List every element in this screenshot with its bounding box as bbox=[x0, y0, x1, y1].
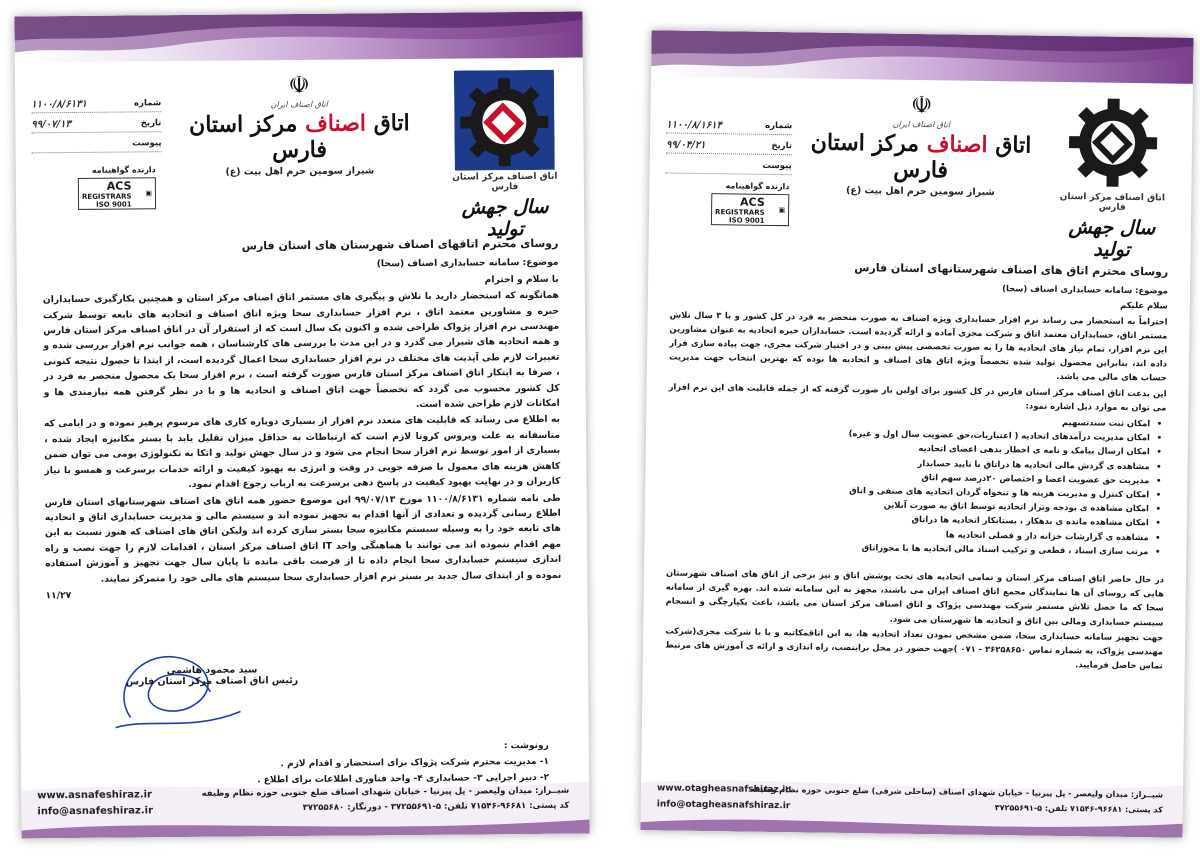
org-subtitle: شیراز سومین حرم اهل بیت (ع) bbox=[225, 165, 375, 178]
meta-date bbox=[666, 136, 792, 155]
cc-item-2: ۲- دبیر اجرایی ۳- حسابداری ۴- واحد فناوری اطلاعات برای اطلاع . bbox=[257, 772, 550, 786]
letter-body bbox=[42, 236, 561, 605]
addressee: روسای محترم اتاقهای اصناف شهرستان های استان فارس bbox=[241, 236, 559, 253]
org-name-red: اصناف bbox=[926, 131, 988, 158]
header-band bbox=[14, 12, 582, 63]
paragraph-1: احتراماً به استحضار می رساند نرم افزار حسابداری ویژه اصناف به صورت منحصر به فرد در کل کشور و با ۳ سال تلاش مستمر اتاق، حسابداران معتمد اتاق و شرکت مجری آماده و ارائه گردیده است. حسابداران خبره اتحادیه به عنوان مشاورین این نرم افزار، تمام نیاز های اتحادیه ها را به صورت تخصصی پیش بینی و در اختیار شرکت مجری، جهت پیاده سازی قرار داده اند، بنابراین محصول تولید شده تخصصاً ویژه اتاق های اصناف و اتحادیه ها بوده که بهترین انتخاب جهت مدیریت حساب های مالی می باشد. bbox=[668, 309, 1168, 383]
meta-attachment bbox=[31, 135, 161, 153]
org-name bbox=[165, 110, 433, 164]
list-item: • مشاهده ی گزارشات خزانه دار و فصلی اتحادیه ها bbox=[667, 523, 1149, 544]
org-logo bbox=[445, 70, 564, 241]
footer-website-link[interactable]: www.asnafeshiraz.ir bbox=[37, 789, 153, 802]
iso-standard: ISO 9001 bbox=[96, 199, 132, 209]
paragraph-2: این بدعت اتاق اصناف مرکز استان فارس در کل کشور برای اولین بار صورت گرفته که از جمله قابلیت های این نرم افزار می توان به موارد ذیل اشاره نمود: bbox=[668, 381, 1167, 413]
letter-body bbox=[665, 259, 1169, 674]
paragraph-3: در حال حاضر اتاق اصناف مرکز استان و تمامی اتحادیه های تحت پوشش اتاق و نیز برخی از اتاق های اصناف شهرستان هایی که روسای آن ها نمایندگان مجمع اتاق اصناف ایران می باشند، مجهز به این سامانه شده اند. بهره گیری از سامانه سحا که ما حصل تلاش مستمر شرکت مهندسی پژواک و اتاق اصناف مرکز استان می باشد، باعث یکپارچگی و انسجام سیستم حسابداری ومالی بین اتاق و اتحادیه ها شهرستان می شود. bbox=[665, 567, 1165, 628]
letter-footer bbox=[640, 772, 1183, 838]
org-logo bbox=[1052, 90, 1172, 262]
meta-attachment-label: پیوست bbox=[762, 160, 792, 172]
signer-title: رئیس اتاق اصناف مرکز استان فارس bbox=[125, 675, 299, 688]
list-item: • امکان مشاهده مانده ی بدهکار ، بستانکار اتحادیه ها دراتاق bbox=[667, 509, 1149, 530]
org-name bbox=[790, 129, 1053, 185]
iso-badge bbox=[711, 193, 789, 226]
meta-date bbox=[31, 115, 161, 133]
feature-list bbox=[666, 410, 1166, 559]
paragraph-1: همانگونه که استحضار دارید با تلاش و پیگیری های مستمر اتاق اصناف مرکز استان و همچنین بکارگیری حسابداران خبره و مشاورین معتمد اتاق ، نرم افزار حسابداری سحا ویژه اتاق اصناف و اتحادیه های تابعه توسط شرکت مهندسی نرم افزار پژواک طراحی شده و اکنون یک سال است که از استقرار آن در اتاق اصناف مرکز استان فارس و همه اتحادیه های شیراز می گذرد و در این مدت با بررسی های کارشناسان ، همه جوانب نرم افزار بررسی شده و تغییرات لازم طی آپدیت های مختلف در نرم افزار حسابداری سحا اعمال گردیده است، از ابتدا تا حصول نتیجه کنونی ، صرفا به ابتکار اتاق اصناف مرکز استان فارس صورت گرفته است ، نرم افزار سحا یک محصول منحصر به فرد در کل کشور محسوب می گردد که تخصصاً جهت اتاق اصناف و اتحادیه ها و با در نظر گرفتن همه نیازمندی ها و امکانات لازم طراحی شده است. bbox=[42, 289, 560, 411]
letter-footer bbox=[21, 776, 589, 839]
meta-date-value: ۹۹/۰۴/۲۱ bbox=[665, 138, 706, 151]
list-item: • مشاهده ی گردش مالی اتحادیه ها دراتاق با تایید حسابدار bbox=[668, 452, 1150, 473]
logo-caption: اتاق اصناف مرکز استان فارس bbox=[452, 171, 558, 193]
signature-icon bbox=[100, 646, 251, 737]
cc-item-1: ۱- مدیریت محترم شرکت پژواک برای استحضار و اقدام لازم . bbox=[280, 756, 549, 770]
list-item: • امکان کنترل و مدیریت هزینه ها و تنخواه گردان اتحادیه های صنفی و اتاق bbox=[667, 481, 1149, 502]
subject-line: موضوع: سامانه حسابداری اصناف (سحا) bbox=[1002, 283, 1169, 296]
letterhead-title bbox=[165, 71, 434, 178]
footer-email-link[interactable]: info@otagheasnafshiraz.ir bbox=[656, 799, 791, 812]
org-name-suffix: مرکز استان فارس bbox=[188, 111, 328, 164]
iso-badge-text bbox=[82, 179, 132, 208]
paragraph-4: جهت تجهیز سامانه حسابداری سحا، ضمن مشخص نمودن تعداد اتحادیه ها، به این اتاقمکاتبه و یا با شرکت مجری(شرکت مهندسی پژواک، به شماره تماس ۳۶۲۵۸۶۵۰ - ۰۷۱ )جهت حضور در محل برابنصب، راه اندازی و ارائه ی آموزش های مرتبط تماس حاصل فرمایید. bbox=[664, 625, 1164, 671]
logo-caption: اتاق اصناف مرکز استان فارس bbox=[1059, 191, 1166, 213]
meta-number-label: شماره bbox=[765, 120, 793, 132]
iso-brand: ACS bbox=[739, 195, 765, 209]
iso-badge-text bbox=[715, 195, 765, 225]
national-emblem-icon: ☫ bbox=[910, 90, 933, 120]
small-title: اتاق اصناف ایران bbox=[892, 119, 951, 130]
greeting: سلام علیکم bbox=[1120, 300, 1168, 311]
meta-date-label: تاریخ bbox=[771, 140, 793, 152]
footer-address-line: شیــراز: میدان ولیعصر - پل پیرنیا - خیابان شهدای اصناف ضلع جنوبی حوزه نظام وظیفه bbox=[201, 785, 570, 799]
iso-mark-icon: ▣ bbox=[145, 189, 153, 198]
list-item: • مرتب سازی اسناد ، قطعی و ترکیب اسناد مالی اتحادیه ها با مجوزاتاق bbox=[666, 537, 1148, 558]
header-wave-graphic bbox=[14, 12, 582, 63]
list-item: • امکان ارسال پیامک و نامه ی اخطار بدهی اعضای اتحادیه bbox=[668, 438, 1150, 459]
meta-number bbox=[666, 116, 792, 135]
letter-right bbox=[640, 30, 1193, 837]
signer-block bbox=[126, 664, 299, 688]
meta-number-value: ۱۱۰۰/۸/۶۱۳۱ bbox=[31, 98, 87, 110]
org-name-red: اصناف bbox=[304, 110, 367, 137]
letter-meta bbox=[666, 116, 793, 178]
certificate-label: دارنده گواهینامه bbox=[725, 181, 790, 192]
footer-website-link[interactable]: www.otagheasnafshiraz.ir bbox=[656, 783, 790, 796]
org-name-suffix: مرکز استان فارس bbox=[810, 129, 949, 184]
letter-meta bbox=[31, 95, 162, 156]
iso-registrars: REGISTRARS bbox=[81, 191, 132, 201]
list-item: • امکان مشاهده ی بودجه وتراز اتحادیه توسط اتاق به صورت آنلاین bbox=[667, 495, 1149, 516]
iso-mark-icon: ▣ bbox=[778, 206, 786, 215]
letter-left bbox=[14, 12, 589, 839]
signer-name: سید محمود هاشمی bbox=[166, 664, 258, 677]
paragraph-2: به اطلاع می رساند که قابلیت های متعدد نرم افزار از بسیاری دوباره کاری های مرسوم پرهیز نموده و در ایامی که متاسفانه به علت ویروس کرونا لازم است که ارتباطات به حداقل میزان تقلیل یابد با بستر مکانیزه ایجاد شده ، بسیاری از امور توسط نرم افزار سحا انجام می شود و در سال جهش تولید و اتکا به تکنولوژی بومی می توان ضمن کاهش هزینه های معمول با صرفه جویی در وقت و انرژی به بهبود کیفیت و ارائه خدمات برسرعت و همسو با نیاز کاربران و در نهایت بهبود کیفیت در پاسخ دهی برسرعت به ارباب رجوع اقدام نمود. bbox=[43, 414, 561, 491]
certificate-block bbox=[669, 181, 790, 227]
list-item: • مدیریت حق عضویت اعضا و اختصاص ۲۰درصد سهم اتاق bbox=[667, 466, 1149, 487]
meta-attachment-label: پیوست bbox=[132, 138, 162, 149]
certificate-block bbox=[36, 165, 156, 210]
meta-date-value: ۹۹/۰۷/۱۳ bbox=[31, 118, 71, 130]
year-slogan: سال جهش تولید bbox=[1068, 216, 1156, 261]
meta-number bbox=[31, 95, 161, 113]
meta-attachment bbox=[666, 156, 792, 175]
org-name-prefix: اتاق bbox=[995, 132, 1032, 159]
iso-badge bbox=[78, 177, 156, 210]
iso-registrars: REGISTRARS bbox=[715, 207, 765, 217]
addressee: روسای محترم اتاق های اصناف شهرستانهای استان فارس bbox=[854, 261, 1169, 279]
year-slogan: سال جهش تولید bbox=[461, 195, 549, 241]
meta-number-value: ۱۱۰۰/۸/۱۶۱۴ bbox=[666, 118, 723, 131]
greeting: با سلام و احترام bbox=[484, 273, 559, 286]
national-emblem-icon: ☫ bbox=[288, 70, 310, 100]
paragraph-3: طی نامه شماره ۱۱۰۰/۸/۶۱۳۱ مورخ ۹۹/۰۷/۱۳ این موضوع حضور همه اتاق های اصناف شهرستانهای استان فارس اطلاع رسانی گردیده و تعدادی از آنها اقدام به تجهیز نموده اند و سیستم مالی و مدیریت حسابداری اتاق و اتحادیه های تابعه خود را به وسیله سیستم مکانیزه سحا بستر سازی کرده اند ولیکن اتاق های اصناف که هنوز نسبت به این مهم اقدام ننموده اند می توانند با هماهنگی واحد IT اتاق اصناف مرکز استان ، اقدامات لازم را جهت نصب و راه اندازی سیستم حسابداری سحا انجام داده تا از فرصت باقی مانده تا پایان سال جهت تجهیز و آموزش استفاده نموده و از ابتدای سال جدید بر بستر نرم افزار حسابداری سحا سیستم های مالی خود را متمرکز نمایند. bbox=[44, 492, 562, 585]
subject-line: موضوع: سامانه حسابداری اصناف (سحا) bbox=[376, 257, 559, 270]
certificate-label: دارنده گواهینامه bbox=[91, 165, 156, 175]
footer-contact bbox=[37, 787, 153, 820]
footer-address-line: شیــراز: میدان ولیعصر - پل پیرنیا - خیابان شهدای اصناف (ساحلی شرقی) ضلع جنوبی حوزه نظام وظیفه bbox=[749, 784, 1164, 800]
meta-number-label: شماره bbox=[133, 98, 162, 109]
closing-date: ۱۱/۲۷ bbox=[45, 589, 72, 602]
header-wave-graphic bbox=[651, 30, 1194, 84]
letterhead-title bbox=[789, 90, 1052, 199]
footer-address bbox=[202, 784, 570, 817]
iso-brand: ACS bbox=[106, 178, 132, 193]
meta-date-label: تاریخ bbox=[140, 118, 162, 129]
list-item: • امکان ثبت سندتسهیم bbox=[668, 410, 1150, 431]
footer-email-link[interactable]: info@asnafeshiraz.ir bbox=[37, 805, 154, 818]
footer-address bbox=[750, 782, 1163, 818]
footer-phones: کد پستی: ۹۶۶۸۱-۷۱۵۴۶ تلفن: ۵-۳۷۲۵۵۶۹۱ - دورنگار: ۳۷۲۵۵۶۸۰ bbox=[302, 800, 570, 814]
header-band bbox=[651, 30, 1194, 84]
gear-logo-icon bbox=[1062, 90, 1163, 191]
footer-phones: کد پستی: ۹۶۶۸۱-۷۱۵۴۶ تلفن: ۵-۳۷۲۵۵۶۹۱ bbox=[994, 803, 1163, 815]
org-name-prefix: اتاق bbox=[373, 110, 410, 137]
org-subtitle: شیراز سومین حرم اهل بیت (ع) bbox=[845, 184, 995, 199]
footer-contact bbox=[657, 780, 791, 814]
small-title: اتاق اصناف ایران bbox=[270, 99, 328, 110]
iso-standard: ISO 9001 bbox=[728, 215, 765, 225]
cc-title: رونوشت : bbox=[503, 740, 549, 752]
list-item: • امکان مدیریت درآمدهای اتحادیه ( اعتباریات،حق عضویت سال اول و غیره) bbox=[668, 424, 1150, 445]
gear-logo-icon bbox=[454, 70, 555, 171]
